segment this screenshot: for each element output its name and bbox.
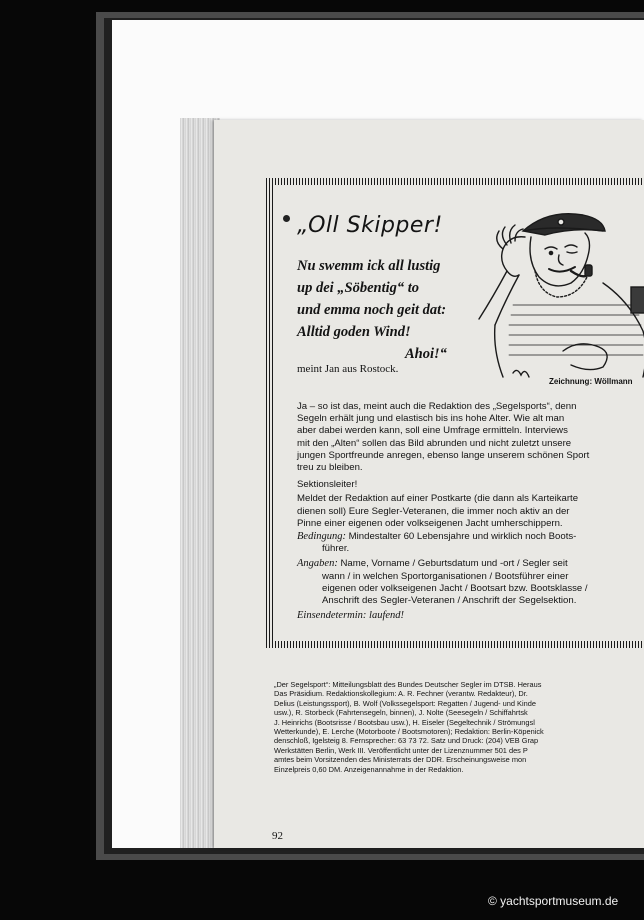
text-line: mit den „Alten“ sollen das Bild abrunden und nicht zuletzt unsere xyxy=(297,437,572,449)
request-paragraph xyxy=(297,493,644,530)
text-line: Pinne einer eigenen oder volkseigenen Jacht umherschippern. xyxy=(297,517,563,529)
text-line: Meldet der Redaktion auf einer Postkarte (die dann als Karteikarte xyxy=(297,493,579,505)
page-number: 92 xyxy=(272,830,283,842)
details-text: eigenen oder volkseigenen Jacht / Bootsart bzw. Bootsklasse / xyxy=(322,582,588,594)
imprint-line: Wetterkunde), E. Lerche (Motorboote / Bootsmotoren); Redaktion: Berlin-Köpenick xyxy=(274,727,544,737)
headline: „Oll Skipper! xyxy=(297,213,443,238)
watermark: © yachtsportmuseum.de xyxy=(488,894,619,908)
deadline-value: laufend! xyxy=(366,610,405,622)
address-line: Sektionsleiter! xyxy=(297,479,358,491)
deadline-paragraph xyxy=(297,610,644,622)
details-text: Name, Vorname / Geburtsdatum und -ort / Segler seit xyxy=(337,558,568,570)
condition-text: führer. xyxy=(322,543,350,555)
text-line: Ja – so ist das, meint auch die Redaktion des „Segelsports“, denn xyxy=(297,401,577,412)
verse-line: up dei „Söbentig“ to xyxy=(297,280,420,296)
bullet-dot xyxy=(283,215,290,222)
verse-ahoi: Ahoi!“ xyxy=(405,346,447,362)
imprint-line: amtes beim Vorsitzenden des Ministerrats der DDR. Erscheinungsweise mon xyxy=(274,755,527,765)
magazine-page xyxy=(214,120,644,848)
verse-line: und emma noch geit dat: xyxy=(297,302,447,318)
verse-line: Nu swemm ick all lustig xyxy=(297,258,441,274)
text-line: treu zu bleiben. xyxy=(297,462,363,474)
details-text: Anschrift des Segler-Veteranen / Anschrift der Segelsektion. xyxy=(322,595,577,607)
text-line: aber dabei werden kann, soll eine Umfrage ermitteln. Interviews xyxy=(297,425,568,437)
sailor-illustration xyxy=(453,201,644,381)
imprint-line: Delius (Leistungssport), B. Wolf (Volkssegelsport: Regatten / Jugend- und Kinde xyxy=(274,698,536,708)
condition-label: Bedingung: xyxy=(297,531,346,543)
condition-paragraph xyxy=(297,531,644,555)
article-body xyxy=(297,401,644,622)
imprint-line: usw.), R. Storbeck (Fahrtensegeln, binnen), J. Nolte (Seesegeln / Schiffahrtsk xyxy=(274,708,528,718)
announcement-box xyxy=(266,178,644,648)
condition-text: Mindestalter 60 Lebensjahre und wirklich noch Boots- xyxy=(346,531,577,543)
imprint-line: „Der Segelsport“: Mitteilungsblatt des Bundes Deutscher Segler im DTSB. Heraus xyxy=(274,680,542,689)
text-line: dienen soll) Eure Segler-Veteranen, die immer noch aktiv an der xyxy=(297,505,570,517)
text-line: jungen Sportfreunde anregen, ebenso lange unserem schönen Sport xyxy=(297,449,590,461)
signoff: meint Jan aus Rostock. xyxy=(297,363,399,375)
text-line: Segeln erhält jung und elastisch bis ins hohe Alter. Wie alt man xyxy=(297,413,565,425)
imprint-line: Das Präsidium. Redaktionskollegium: A. R. Fechner (verantw. Redakteur), Dr. xyxy=(274,689,528,699)
details-paragraph xyxy=(297,558,644,607)
details-label: Angaben: xyxy=(297,558,338,570)
imprint-line: J. Heinrichs (Bootsrisse / Bootsbau usw.), H. Eiseler (Segeltechnik / Strömungsl xyxy=(274,717,535,727)
intro-paragraph xyxy=(297,401,644,474)
verse-line: Alltid goden Wind! xyxy=(297,324,411,340)
imprint xyxy=(274,680,644,774)
details-text: wann / in welchen Sportorganisationen / Bootsführer einer xyxy=(322,570,569,582)
deadline-label: Einsendetermin: xyxy=(297,610,367,622)
imprint-line: Werkstätten Berlin, Werk III. Veröffentlicht unter der Lizenznummer 501 des P xyxy=(274,745,528,755)
imprint-line: Einzelpreis 0,60 DM. Anzeigenannahme in der Redaktion. xyxy=(274,764,464,774)
imprint-line: denschloß, Igelsteig 8. Fernsprecher: 63 73 72. Satz und Druck: (204) VEB Grap xyxy=(274,736,539,746)
illustration-credit: Zeichnung: Wöllmann xyxy=(549,377,633,386)
